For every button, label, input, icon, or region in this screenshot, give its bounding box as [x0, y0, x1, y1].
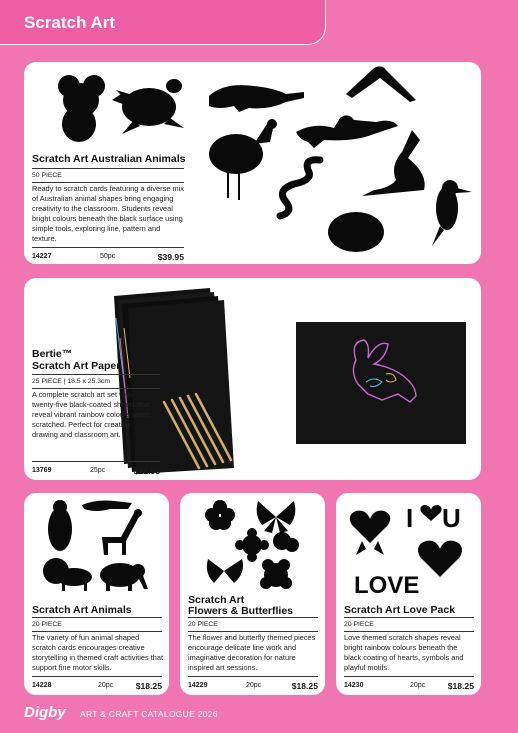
product-sku: 14228 — [32, 682, 52, 689]
heart-bow-shape — [350, 511, 391, 555]
product-sku: 14229 — [188, 682, 208, 689]
penguin-shape — [48, 500, 72, 551]
animals-image — [24, 493, 169, 598]
product-description: The flower and butterfly themed pieces encourage delicate line work and imaginative decoration for nature inspired art sessions. — [188, 633, 316, 672]
product-piece-count: 20 PIECE — [32, 617, 162, 632]
product-footer — [32, 676, 162, 690]
product-piece-count: 25 PIECE | 18.5 x 25.3cm — [32, 374, 160, 389]
crocodile-small-shape — [82, 501, 132, 512]
product-card-bertie-paper[interactable] — [24, 278, 481, 480]
platypus-shape — [209, 85, 304, 112]
product-qty: 25pc — [90, 467, 106, 474]
lion-shape — [43, 558, 92, 591]
flower-shape — [205, 500, 235, 530]
bloom-shape — [260, 559, 292, 589]
product-piece-count: 20 PIECE — [344, 617, 474, 632]
product-price: $21.95 — [133, 466, 160, 476]
butterfly-shape — [257, 501, 296, 533]
koala-shape — [58, 75, 105, 142]
product-piece-count: 50 PIECE — [32, 168, 184, 183]
product-title-line1: Bertie™ — [32, 348, 73, 360]
butterfly-small-shape — [207, 559, 243, 583]
crocodile-shape — [296, 115, 398, 148]
catalogue-label: ART & CRAFT CATALOGUE 2026 — [80, 709, 218, 719]
product-qty: 20pc — [98, 682, 114, 689]
kookaburra-shape — [432, 180, 472, 246]
svg-text:I: I — [406, 503, 414, 533]
wombat-shape — [328, 212, 384, 252]
product-title: Scratch Art Animals — [32, 604, 132, 616]
boomerang-shape — [346, 66, 416, 102]
product-qty: 20pc — [246, 682, 262, 689]
product-description: A complete scratch art set with twenty-five black-coated sheets that reveal vibrant rainbow colours when scratched. Perfect for creative drawing and classroom art. — [32, 390, 150, 439]
product-description: Ready to scratch cards featuring a diverse mix of Australian animal shapes bring engaging creativity to the classroom. Students reveal bright colours beneath the black surface using simple tools, exploring line, pattern and texture. — [32, 184, 184, 243]
product-qty: 20pc — [410, 682, 426, 689]
product-price: $39.95 — [157, 252, 184, 262]
product-title-line2: Flowers & Butterflies — [188, 605, 294, 617]
turtle-shape — [112, 79, 184, 134]
flowers-butterflies-image — [180, 493, 325, 598]
product-title: Scratch Art Australian Animals — [32, 153, 186, 165]
product-sku: 14230 — [344, 682, 364, 689]
digby-logo: Digby — [24, 704, 66, 721]
product-title: Scratch Art Love Pack — [344, 604, 456, 616]
product-price: $18.25 — [135, 681, 162, 691]
product-card-love-pack[interactable] — [336, 493, 481, 695]
rose-shape — [273, 532, 299, 552]
heart-shape — [418, 541, 462, 577]
section-title: Scratch Art — [24, 13, 116, 32]
product-footer — [188, 676, 318, 690]
product-card-australian-animals[interactable] — [24, 62, 481, 264]
product-description: Love themed scratch shapes reveal bright rainbow colours beneath the black coating of hearts, symbols and playful motifs. — [344, 633, 464, 672]
product-sku: 14227 — [32, 253, 52, 260]
love-word-shape: LOVE — [354, 572, 420, 598]
giraffe-shape — [102, 509, 142, 555]
i-love-u-shape — [406, 503, 461, 533]
kangaroo-shape — [362, 130, 425, 196]
product-footer — [32, 461, 160, 475]
daisy-shape — [235, 528, 269, 562]
product-piece-count: 20 PIECE — [188, 617, 318, 632]
svg-text:U: U — [442, 503, 461, 533]
product-card-flowers-butterflies[interactable] — [180, 493, 325, 695]
love-pack-image — [336, 493, 481, 598]
product-price: $18.25 — [291, 681, 318, 691]
product-qty: 50pc — [100, 253, 116, 260]
product-footer — [32, 247, 184, 261]
product-sku: 13769 — [32, 467, 52, 474]
elephant-shape — [100, 563, 148, 591]
product-description: The variety of fun animal shaped scratch cards encourages creative storytelling in themed craft activities that support fine motor skills. — [32, 633, 164, 672]
snake-shape — [280, 160, 320, 216]
product-footer — [344, 676, 474, 690]
product-title-line1: Scratch Art — [188, 594, 245, 606]
product-price: $18.25 — [447, 681, 474, 691]
product-card-animals[interactable] — [24, 493, 169, 695]
product-title-line2: Scratch Art Paper — [32, 360, 121, 372]
